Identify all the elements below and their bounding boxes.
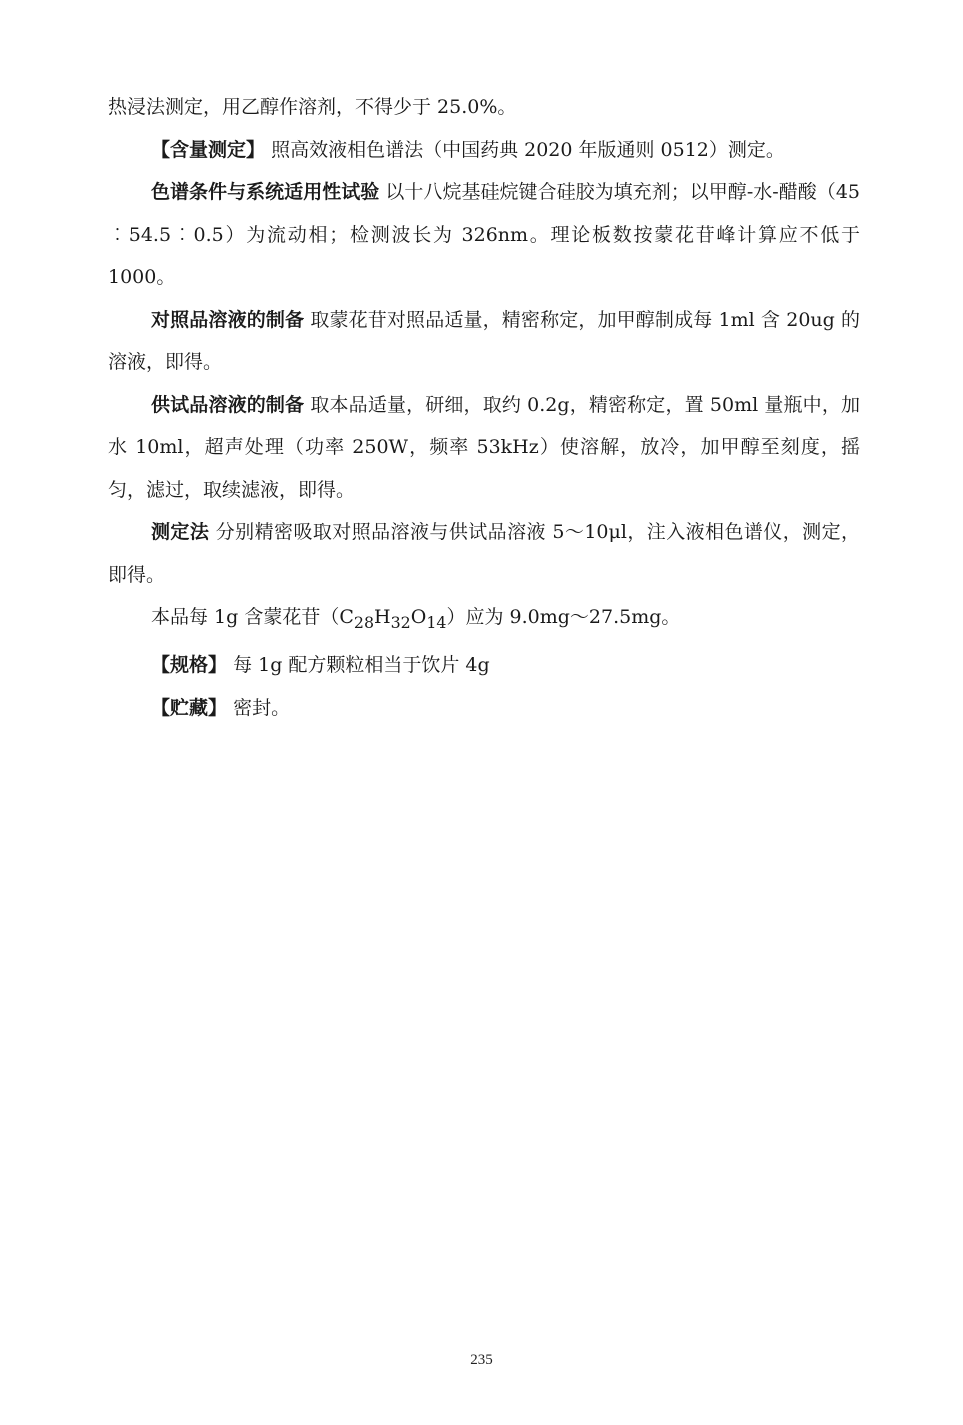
paragraph-text: 每 1g 配方颗粒相当于饮片 4g (233, 654, 490, 677)
paragraph-content-limit (108, 596, 860, 644)
page-number: 235 (470, 1352, 493, 1368)
paragraph-text: 以十八烷基硅烷键合硅胶为填充剂；以甲醇-水-醋酸（45︰54.5︰0.5）为流动相；检测波长为 326nm。理论板数按蒙花苷峰计算应不低于 1000。 (108, 181, 860, 288)
document-body (108, 86, 860, 729)
paragraph-text: 取蒙花苷对照品适量，精密称定，加甲醇制成每 1ml 含 20ug 的溶液，即得。 (108, 308, 860, 373)
paragraph-reference-solution (108, 299, 860, 384)
paragraph-text: 热浸法测定，用乙醇作溶剂，不得少于 25.0%。 (108, 96, 517, 118)
subheading-test-solution: 供试品溶液的制备 (151, 393, 305, 416)
paragraph-procedure (108, 511, 860, 596)
paragraph-text: 取本品适量，研细，取约 0.2g，精密称定，置 50ml 量瓶中，加水 10ml，超声处理（功率 250W，频率 53kHz）使溶解，放冷，加甲醇至刻度，摇匀，滤过，取续滤液，即得。 (108, 393, 860, 501)
paragraph-text: 照高效液相色谱法（中国药典 2020 年版通则 0512）测定。 (271, 138, 785, 161)
formula-subscript: 32 (390, 612, 411, 632)
section-heading-specification: 【规格】 (151, 654, 228, 677)
paragraph-text: 密封。 (233, 696, 291, 719)
paragraph-test-solution (108, 384, 860, 512)
paragraph-specification (108, 644, 860, 687)
formula-element: O (410, 606, 427, 628)
paragraph-text: 分别精密吸取对照品溶液与供试品溶液 5～10μl，注入液相色谱仪，测定，即得。 (108, 521, 860, 586)
paragraph-text: ）应为 9.0mg～27.5mg。 (446, 606, 681, 628)
paragraph-storage (108, 687, 860, 730)
section-heading-assay: 【含量测定】 (151, 138, 266, 161)
formula-subscript: 14 (426, 612, 447, 632)
paragraph-extract-test-end (108, 86, 860, 129)
section-heading-storage: 【贮藏】 (151, 696, 228, 719)
subheading-procedure: 测定法 (151, 521, 210, 543)
paragraph-assay (108, 129, 860, 172)
paragraph-chromatographic-conditions (108, 171, 860, 299)
paragraph-text: 本品每 1g 含蒙花苷（C (151, 606, 354, 628)
formula-element: H (374, 606, 391, 628)
subheading-reference-solution: 对照品溶液的制备 (151, 308, 305, 331)
formula-subscript: 28 (353, 612, 375, 632)
subheading-chromatographic-conditions: 色谱条件与系统适用性试验 (151, 181, 380, 203)
